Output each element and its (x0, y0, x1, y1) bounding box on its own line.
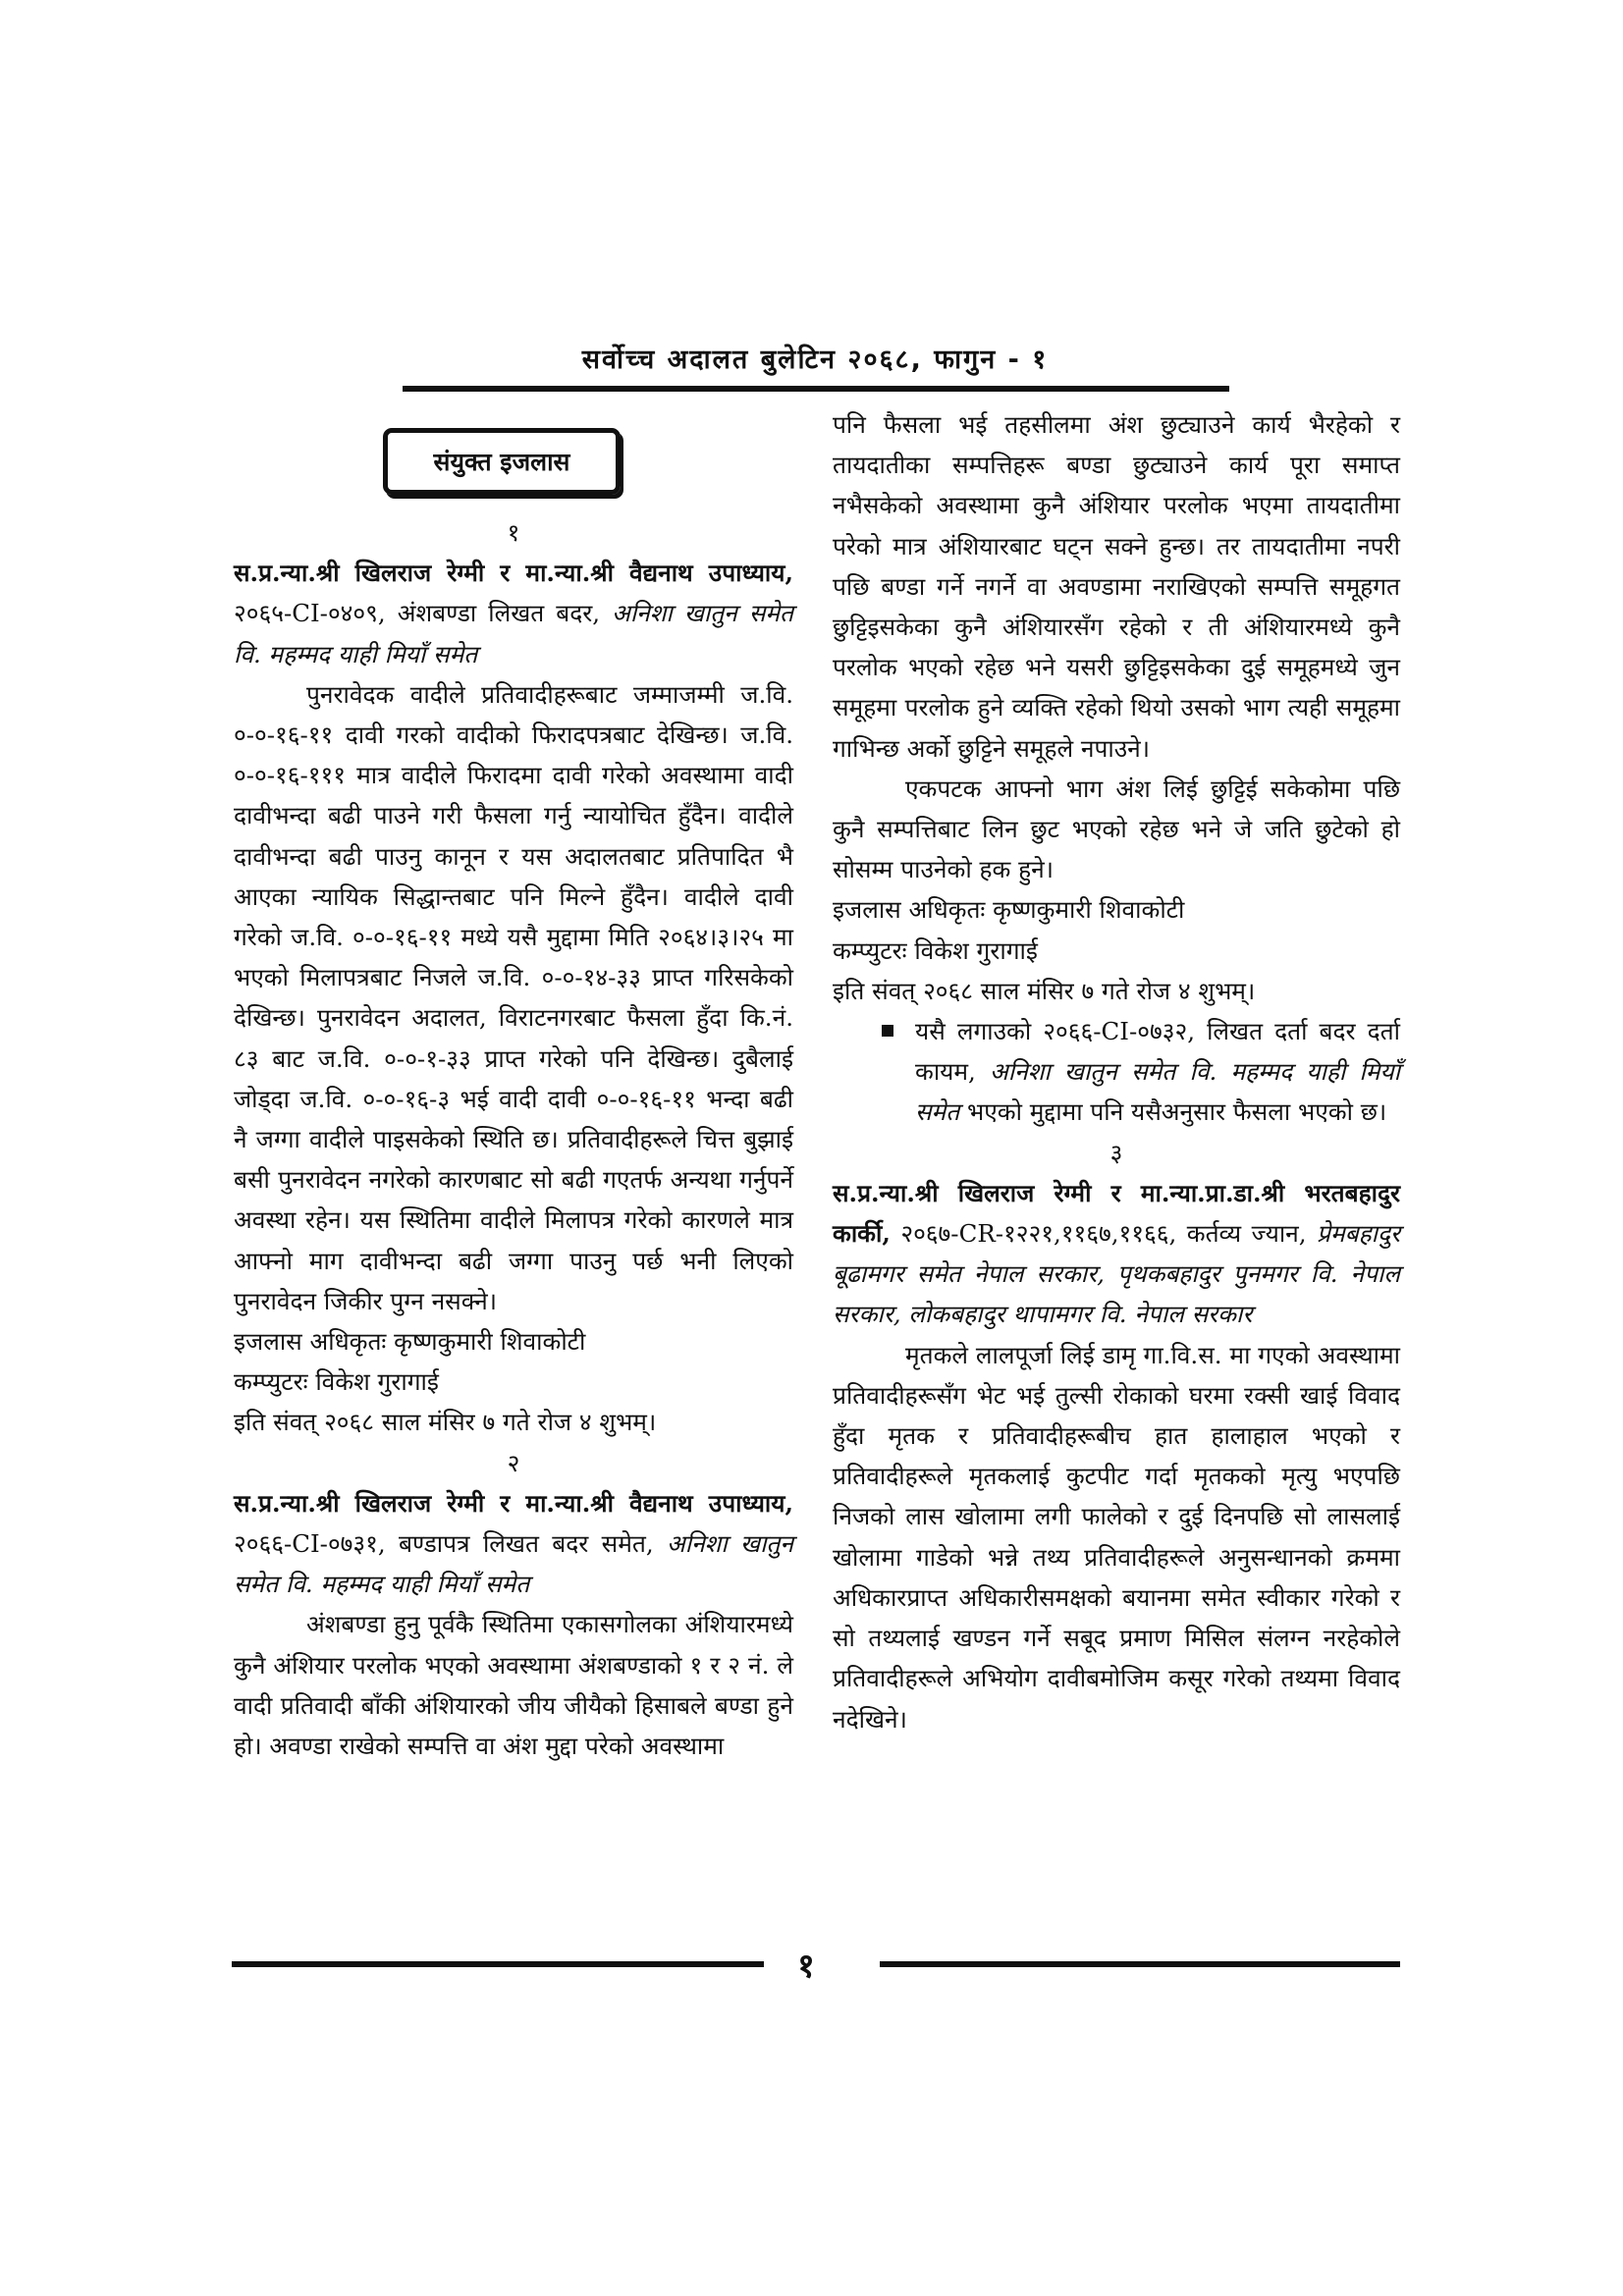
note-text-after: भएको मुद्दामा पनि यसैअनुसार फैसला भएको छ। (959, 1097, 1387, 1127)
note-text-before: यसै लगाउको २०६६-CI-०७३२, लिखत दर्ता बदर दर्ता कायम, (915, 1017, 1400, 1087)
case-2-date: इति संवत् २०६८ साल मंसिर ७ गते रोज ४ शुभम्। (833, 976, 1256, 1005)
case-1-parties: अनिशा खातुन समेत वि. महम्मद याही मियाँ समेत (234, 599, 793, 668)
case-3-parties: प्रेमबहादुर बूढामगर समेत नेपाल सरकार, पृथकबहादुर पुनमगर वि. नेपाल सरकार, लोकबहादुर थापामगर वि. नेपाल सरकार (833, 1219, 1400, 1329)
left-column (234, 404, 793, 1766)
case-3-heading (833, 1173, 1400, 1335)
case-1-body: पुनरावेदक वादीले प्रतिवादीहरूबाट जम्माजम्मी ज.वि. ०-०-१६-११ दावी गरको वादीको फिरादपत्रबाट देखिन्छ। ज.वि. ०-०-१६-१११ मात्र वादीले फिरादमा दावी गरेको अवस्थामा वादी दावीभन्दा बढी पाउने गरी फैसला गर्नु न्यायोचित हुँदैन। वादीले दावीभन्दा बढी पाउनु कानून र यस अदालतबाट प्रतिपादित भै आएका न्यायिक सिद्धान्तबाट पनि मिल्ने हुँदैन। वादीले दावी गरेको ज.वि. ०-०-१६-११ मध्ये यसै मुद्दामा मिति २०६४।३।२५ मा भएको मिलापत्रबाट निजले ज.वि. ०-०-१४-३३ प्राप्त गरिसकेको देखिन्छ। पुनरावेदन अदालत, विराटनगरबाट फैसला हुँदा कि.नं. ८३ बाट ज.वि. ०-०-१-३३ प्राप्त गरेको पनि देखिन्छ। दुबैलाई जोड्दा ज.वि. ०-०-१६-३ भई वादी दावी ०-०-१६-११ भन्दा बढी नै जग्गा वादीले पाइसकेको स्थिति छ। प्रतिवादीहरूले चित्त बुझाई बसी पुनरावेदन नगरेको कारणबाट सो बढी गएतर्फ अन्यथा गर्नुपर्ने अवस्था रहेन। यस स्थितिमा वादीले मिलापत्र गरेको कारणले मात्र आफ्नो माग दावीभन्दा बढी जग्गा पाउनु पर्छ भनी लिएको पुनरावेदन जिकीर पुग्न नसक्ने। (234, 679, 793, 1315)
case-1-judges: स.प्र.न्या.श्री खिलराज रेग्मी र मा.न्या.श्री वैद्यनाथ उपाध्याय, (234, 559, 793, 588)
right-column (833, 404, 1400, 1739)
case-2-body: अंशबण्डा हुनु पूर्वकै स्थितिमा एकासगोलका अंशियारमध्ये कुनै अंशियार परलोक भएको अवस्थामा अंशबण्डाको १ र २ नं. ले वादी प्रतिवादी बाँकी अंशियारको जीय जीयैको हिसाबले बण्डा हुने हो। अवण्डा राखेको सम्पत्ति वा अंश मुद्दा परेको अवस्थामा (234, 1610, 793, 1761)
case-1-reference: २०६५-CI-०४०९, अंशबण्डा लिखत बदर, (234, 599, 601, 628)
case-2-reference: २०६६-CI-०७३१, बण्डापत्र लिखत बदर समेत, (234, 1529, 654, 1559)
footer-rule-left (232, 1961, 764, 1967)
case-3-judges: स.प्र.न्या.श्री खिलराज रेग्मी र मा.न्या.प्रा.डा.श्री भरतबहादुर कार्की, (833, 1178, 1400, 1249)
case-number-3: ३ (1109, 1138, 1123, 1167)
case-2-heading (234, 1483, 793, 1605)
page-header: सर्वोच्च अदालत बुलेटिन २०६८, फागुन - १ (581, 345, 1049, 375)
related-case-text (915, 1011, 1400, 1133)
case-2-body-continued: पनि फैसला भई तहसीलमा अंश छुट्याउने कार्य भैरहेको र तायदातीका सम्पत्तिहरू बण्डा छुट्याउने कार्य पूरा समाप्त नभैसकेको अवस्थामा कुनै अंशियार परलोक भएमा तायदातीमा परेको मात्र अंशियारबाट घट्न सक्ने हुन्छ। तर तायदातीमा नपरी पछि बण्डा गर्ने नगर्ने वा अवण्डामा नराखिएको सम्पत्ति समूहगत छुट्टिइसकेका कुनै अंशियारसँग रहेको र ती अंशियारमध्ये कुनै परलोक भएको रहेछ भने यसरी छुट्टिइसकेका दुई समूहमध्ये जुन समूहमा परलोक हुने व्यक्ति रहेको थियो उसको भाग त्यही समूहमा गाभिन्छ अर्को छुट्टिने समूहले नपाउने। (833, 410, 1400, 763)
case-number-2: २ (507, 1448, 520, 1477)
footer-rule-right (880, 1961, 1400, 1967)
case-2-computer: कम्प्युटरः विकेश गुरागाई (833, 935, 1038, 965)
header-rule (403, 386, 1229, 392)
bench-label-box: संयुक्त इजलास (383, 428, 621, 495)
case-1-heading (234, 553, 793, 674)
page-number: १ (797, 1947, 815, 1986)
case-2-paragraph-2: एकपटक आफ्नो भाग अंश लिई छुट्टिई सकेकोमा पछि कुनै सम्पत्तिबाट लिन छुट भएको रहेछ भने जे जति छुटेको हो सोसम्म पाउनेको हक हुने। (833, 774, 1400, 884)
note-parties: अनिशा खातुन समेत वि. महम्मद याही मियाँ समेत (915, 1057, 1400, 1127)
case-1-date: इति संवत् २०६८ साल मंसिर ७ गते रोज ४ शुभम्। (234, 1408, 657, 1437)
case-1-computer: कम्प्युटरः विकेश गुरागाई (234, 1367, 439, 1397)
related-case-note (882, 1011, 1400, 1133)
case-number-1: १ (507, 518, 520, 547)
case-3-body: मृतकले लालपूर्जा लिई डामृ गा.वि.स. मा गएको अवस्थामा प्रतिवादीहरूसँग भेट भई तुल्सी रोकाको घरमा रक्सी खाई विवाद हुँदा मृतक र प्रतिवादीहरूबीच हात हालाहाल भएको र प्रतिवादीहरूले मृतकलाई कुटपीट गर्दा मृतकको मृत्यु भएपछि निजको लास खोलामा लगी फालेको र दुई दिनपछि सो लासलाई खोलामा गाडेको भन्ने तथ्य प्रतिवादीहरूले अनुसन्धानको क्रममा अधिकारप्राप्त अधिकारीसमक्षको बयानमा समेत स्वीकार गरेको र सो तथ्यलाई खण्डन गर्ने सबूद प्रमाण मिसिल संलग्न नरहेकोले प्रतिवादीहरूले अभियोग दावीबमोजिम कसूर गरेको तथ्यमा विवाद नदेखिने। (833, 1340, 1400, 1734)
square-bullet-icon (882, 1025, 893, 1037)
case-1-officer: इजलास अधिकृतः कृष्णकुमारी शिवाकोटी (234, 1327, 586, 1357)
case-3-reference: २०६७-CR-१२२१,११६७,११६६, कर्तव्य ज्यान, (890, 1219, 1318, 1249)
case-2-judges: स.प्र.न्या.श्री खिलराज रेग्मी र मा.न्या.श्री वैद्यनाथ उपाध्याय, (234, 1488, 793, 1518)
case-2-officer: इजलास अधिकृतः कृष्णकुमारी शिवाकोटी (833, 895, 1185, 925)
case-2-parties: अनिशा खातुन समेत वि. महम्मद याही मियाँ समेत (234, 1529, 793, 1599)
